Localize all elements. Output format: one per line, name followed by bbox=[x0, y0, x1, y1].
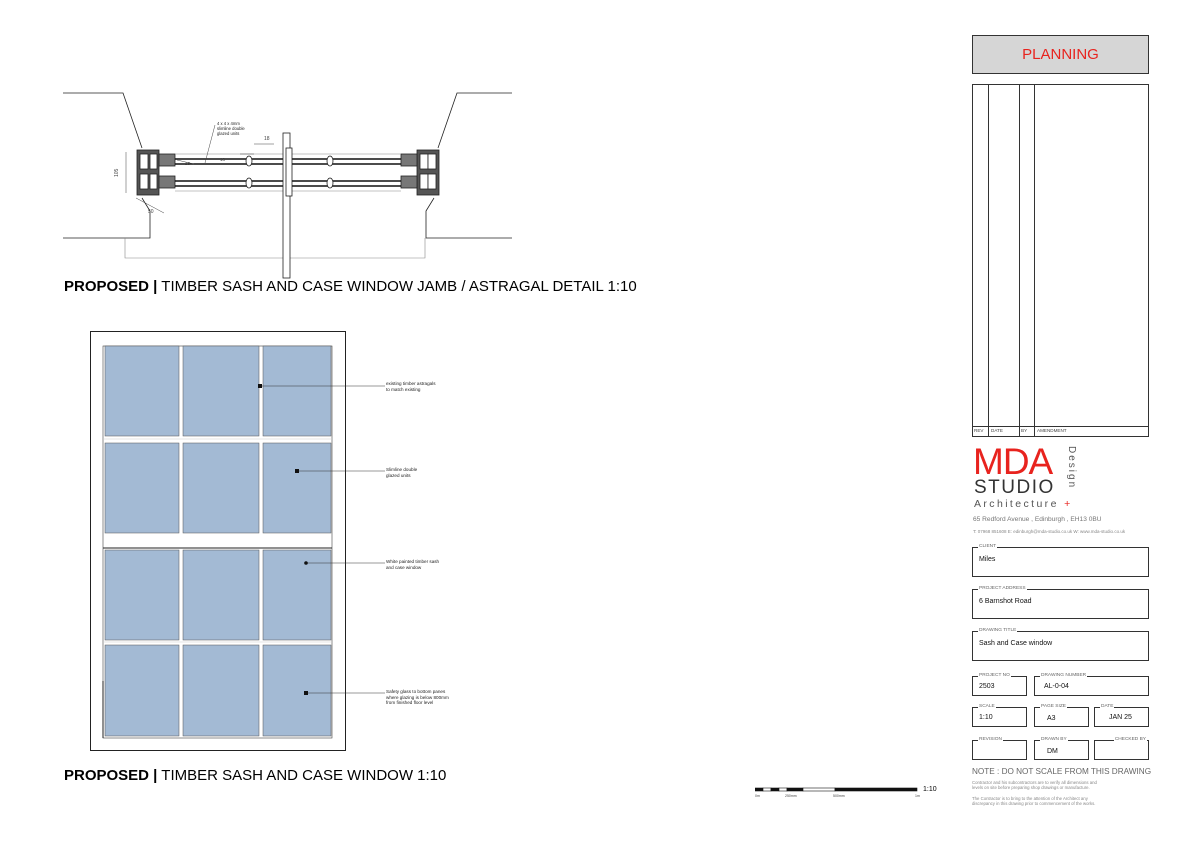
disclaimer-verify: Contractor and his subcontractors are to verify all dimensions and levels on site before preparing shop drawings or manufacture. bbox=[972, 780, 1097, 791]
status-badge: PLANNING bbox=[972, 35, 1149, 74]
glass-pane bbox=[105, 443, 179, 533]
glass-pane bbox=[183, 346, 259, 436]
scale-tick-0: 0m bbox=[755, 794, 760, 798]
glass-pane bbox=[105, 346, 179, 436]
note-safety-glass: Safety glass to bottom panes where glazing is below 800mm from finished floor level bbox=[386, 689, 449, 706]
glass-pane bbox=[105, 550, 179, 640]
drawn-by-field: DRAWN BY DM bbox=[1034, 740, 1089, 760]
page-size-field: PAGE SIZE A3 bbox=[1034, 707, 1089, 727]
jamb-detail-drawing bbox=[60, 88, 520, 283]
scale-bar-label: 1:10 bbox=[923, 786, 937, 793]
studio-contact: T: 07968 851608 E: edinburgh@mda-studio.co.uk W: www.mda-studio.co.uk bbox=[973, 529, 1126, 534]
project-address-field: PROJECT ADDRESS 6 Barnshot Road bbox=[972, 589, 1149, 619]
scale-tick-1: 250mm bbox=[785, 794, 797, 798]
date-field: DATE JAN 25 bbox=[1094, 707, 1149, 727]
note-astragals: existing timber astragals to match existing bbox=[386, 381, 436, 392]
studio-address: 65 Redford Avenue , Edinburgh , EH13 0BU bbox=[973, 516, 1102, 523]
logo-studio: STUDIO bbox=[974, 477, 1055, 498]
disclaimer-discrepancy: The Contractor is to bring to the attention of the Architect any discrepancy in this drawing prior to commencement of the works. bbox=[972, 796, 1096, 807]
dim-18-c: 18 bbox=[264, 136, 270, 142]
glass-pane bbox=[183, 443, 259, 533]
glass-pane bbox=[183, 550, 259, 640]
logo-architecture: Architecture + bbox=[974, 498, 1073, 510]
dim-50: 50 bbox=[148, 209, 154, 215]
note-sash: White painted timber sash and case window bbox=[386, 559, 440, 570]
glass-pane bbox=[263, 346, 331, 436]
project-no-field: PROJECT NO 2503 bbox=[972, 676, 1027, 696]
logo-design: Design bbox=[1066, 446, 1077, 490]
revision-table-header: REV DATE BY AMENDMENT bbox=[973, 426, 1148, 436]
note-slimline: Slimline double glazed units bbox=[386, 467, 418, 478]
dim-18-a: 18 bbox=[185, 161, 191, 166]
dim-105: 105 bbox=[114, 168, 120, 177]
revision-field: REVISION bbox=[972, 740, 1027, 760]
glass-pane bbox=[263, 443, 331, 533]
checked-by-field: CHECKED BY bbox=[1094, 740, 1149, 760]
logo-mda: MDA bbox=[973, 441, 1053, 482]
scale-tick-2: 500mm bbox=[833, 794, 845, 798]
scale-bar bbox=[755, 786, 925, 800]
glass-pane bbox=[183, 645, 259, 736]
window-elevation-title: PROPOSED | TIMBER SASH AND CASE WINDOW 1:10 bbox=[64, 767, 447, 784]
do-not-scale-note: NOTE : DO NOT SCALE FROM THIS DRAWING bbox=[972, 767, 1152, 776]
revision-table bbox=[972, 84, 1149, 437]
drawing-title-field: DRAWING TITLE Sash and Case window bbox=[972, 631, 1149, 661]
glass-pane bbox=[105, 645, 179, 736]
glass-pane bbox=[263, 645, 331, 736]
glass-pane bbox=[263, 550, 331, 640]
scale-field: SCALE 1:10 bbox=[972, 707, 1027, 727]
glazing-note: 4 x 4 x 4mm slimline double glazed units bbox=[217, 121, 245, 136]
drawing-number-field: DRAWING NUMBER AL-0-04 bbox=[1034, 676, 1149, 696]
jamb-detail-title: PROPOSED | TIMBER SASH AND CASE WINDOW JAMB / ASTRAGAL DETAIL 1:10 bbox=[64, 278, 637, 295]
client-field: CLIENT Miles bbox=[972, 547, 1149, 577]
dim-18-b: 18 bbox=[220, 157, 226, 162]
scale-tick-3: 1m bbox=[915, 794, 920, 798]
